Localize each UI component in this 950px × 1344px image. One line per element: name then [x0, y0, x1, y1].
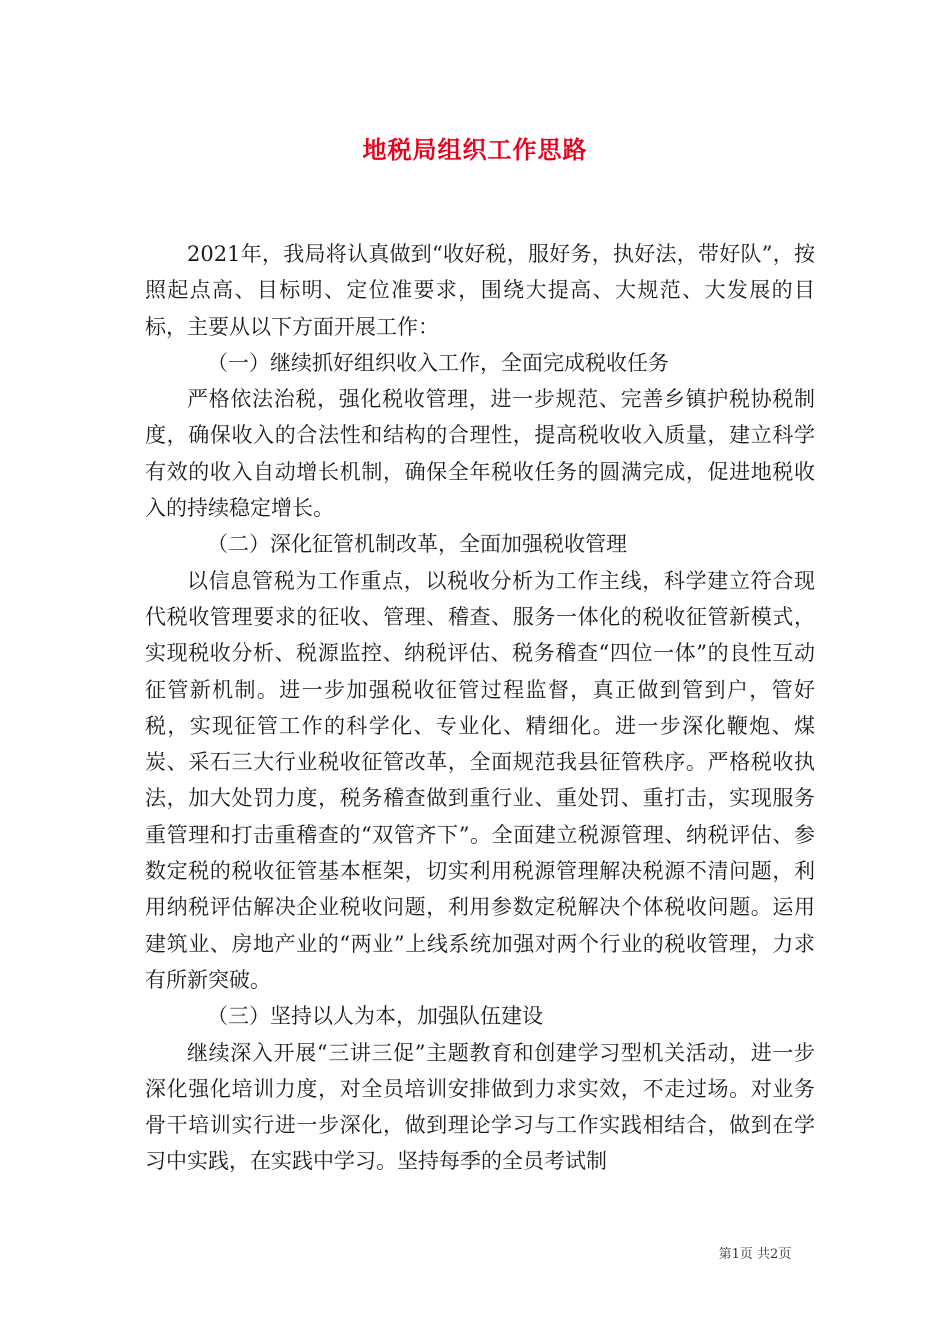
- section-heading-1: （一）继续抓好组织收入工作，全面完成税收任务: [207, 350, 669, 375]
- page-number: 第1页 共2页: [718, 1247, 792, 1262]
- paragraph-section-3: 继续深入开展“三讲三促”主题教育和创建学习型机关活动，进一步深化强化培训力度，对全员培训安排做到力求实效，不走过场。对业务骨干培训实行进一步深化，做到理论学习与工作实践相结合，做到在学习中实践，在实践中学习。坚持每季的全员考试制: [145, 1040, 815, 1174]
- section-heading-3: （三）坚持以人为本，加强队伍建设: [207, 1004, 543, 1029]
- section-heading-2: （二）深化征管机制改革，全面加强税收管理: [207, 532, 627, 557]
- paragraph-section-2: 以信息管税为工作重点，以税收分析为工作主线，科学建立符合现代税收管理要求的征收、管理、稽查、服务一体化的税收征管新模式，实现税收分析、税源监控、纳税评估、税务稽查“四位一体”的良性互动征管新机制。进一步加强税收征管过程监督，真正做到管到户，管好税，实现征管工作的科学化、专业化、精细化。进一步深化鞭炮、煤炭、采石三大行业税收征管改革，全面规范我县征管秩序。严格税收执法，加大处罚力度，税务稽查做到重行业、重处罚、重打击，实现服务重管理和打击重稽查的“双管齐下”。全面建立税源管理、纳税评估、参数定税的税收征管基本框架，切实利用税源管理解决税源不清问题，利用纳税评估解决企业税收问题，利用参数定税解决个体税收问题。运用建筑业、房地产业的“两业”上线系统加强对两个行业的税收管理，力求有所新突破。: [145, 568, 815, 992]
- paragraph-intro: 2021年，我局将认真做到“收好税，服好务，执好法，带好队”，按照起点高、目标明、定位准要求，围绕大提高、大规范、大发展的目标，主要从以下方面开展工作：: [145, 242, 815, 339]
- document-body: [145, 236, 815, 1180]
- paragraph-section-1: 严格依法治税，强化税收管理，进一步规范、完善乡镇护税协税制度，确保收入的合法性和结构的合理性，提高税收收入质量，建立科学有效的收入自动增长机制，确保全年税收任务的圆满完成，促进地税收入的持续稳定增长。: [145, 387, 815, 521]
- page-title: 地税局组织工作思路: [362, 135, 588, 164]
